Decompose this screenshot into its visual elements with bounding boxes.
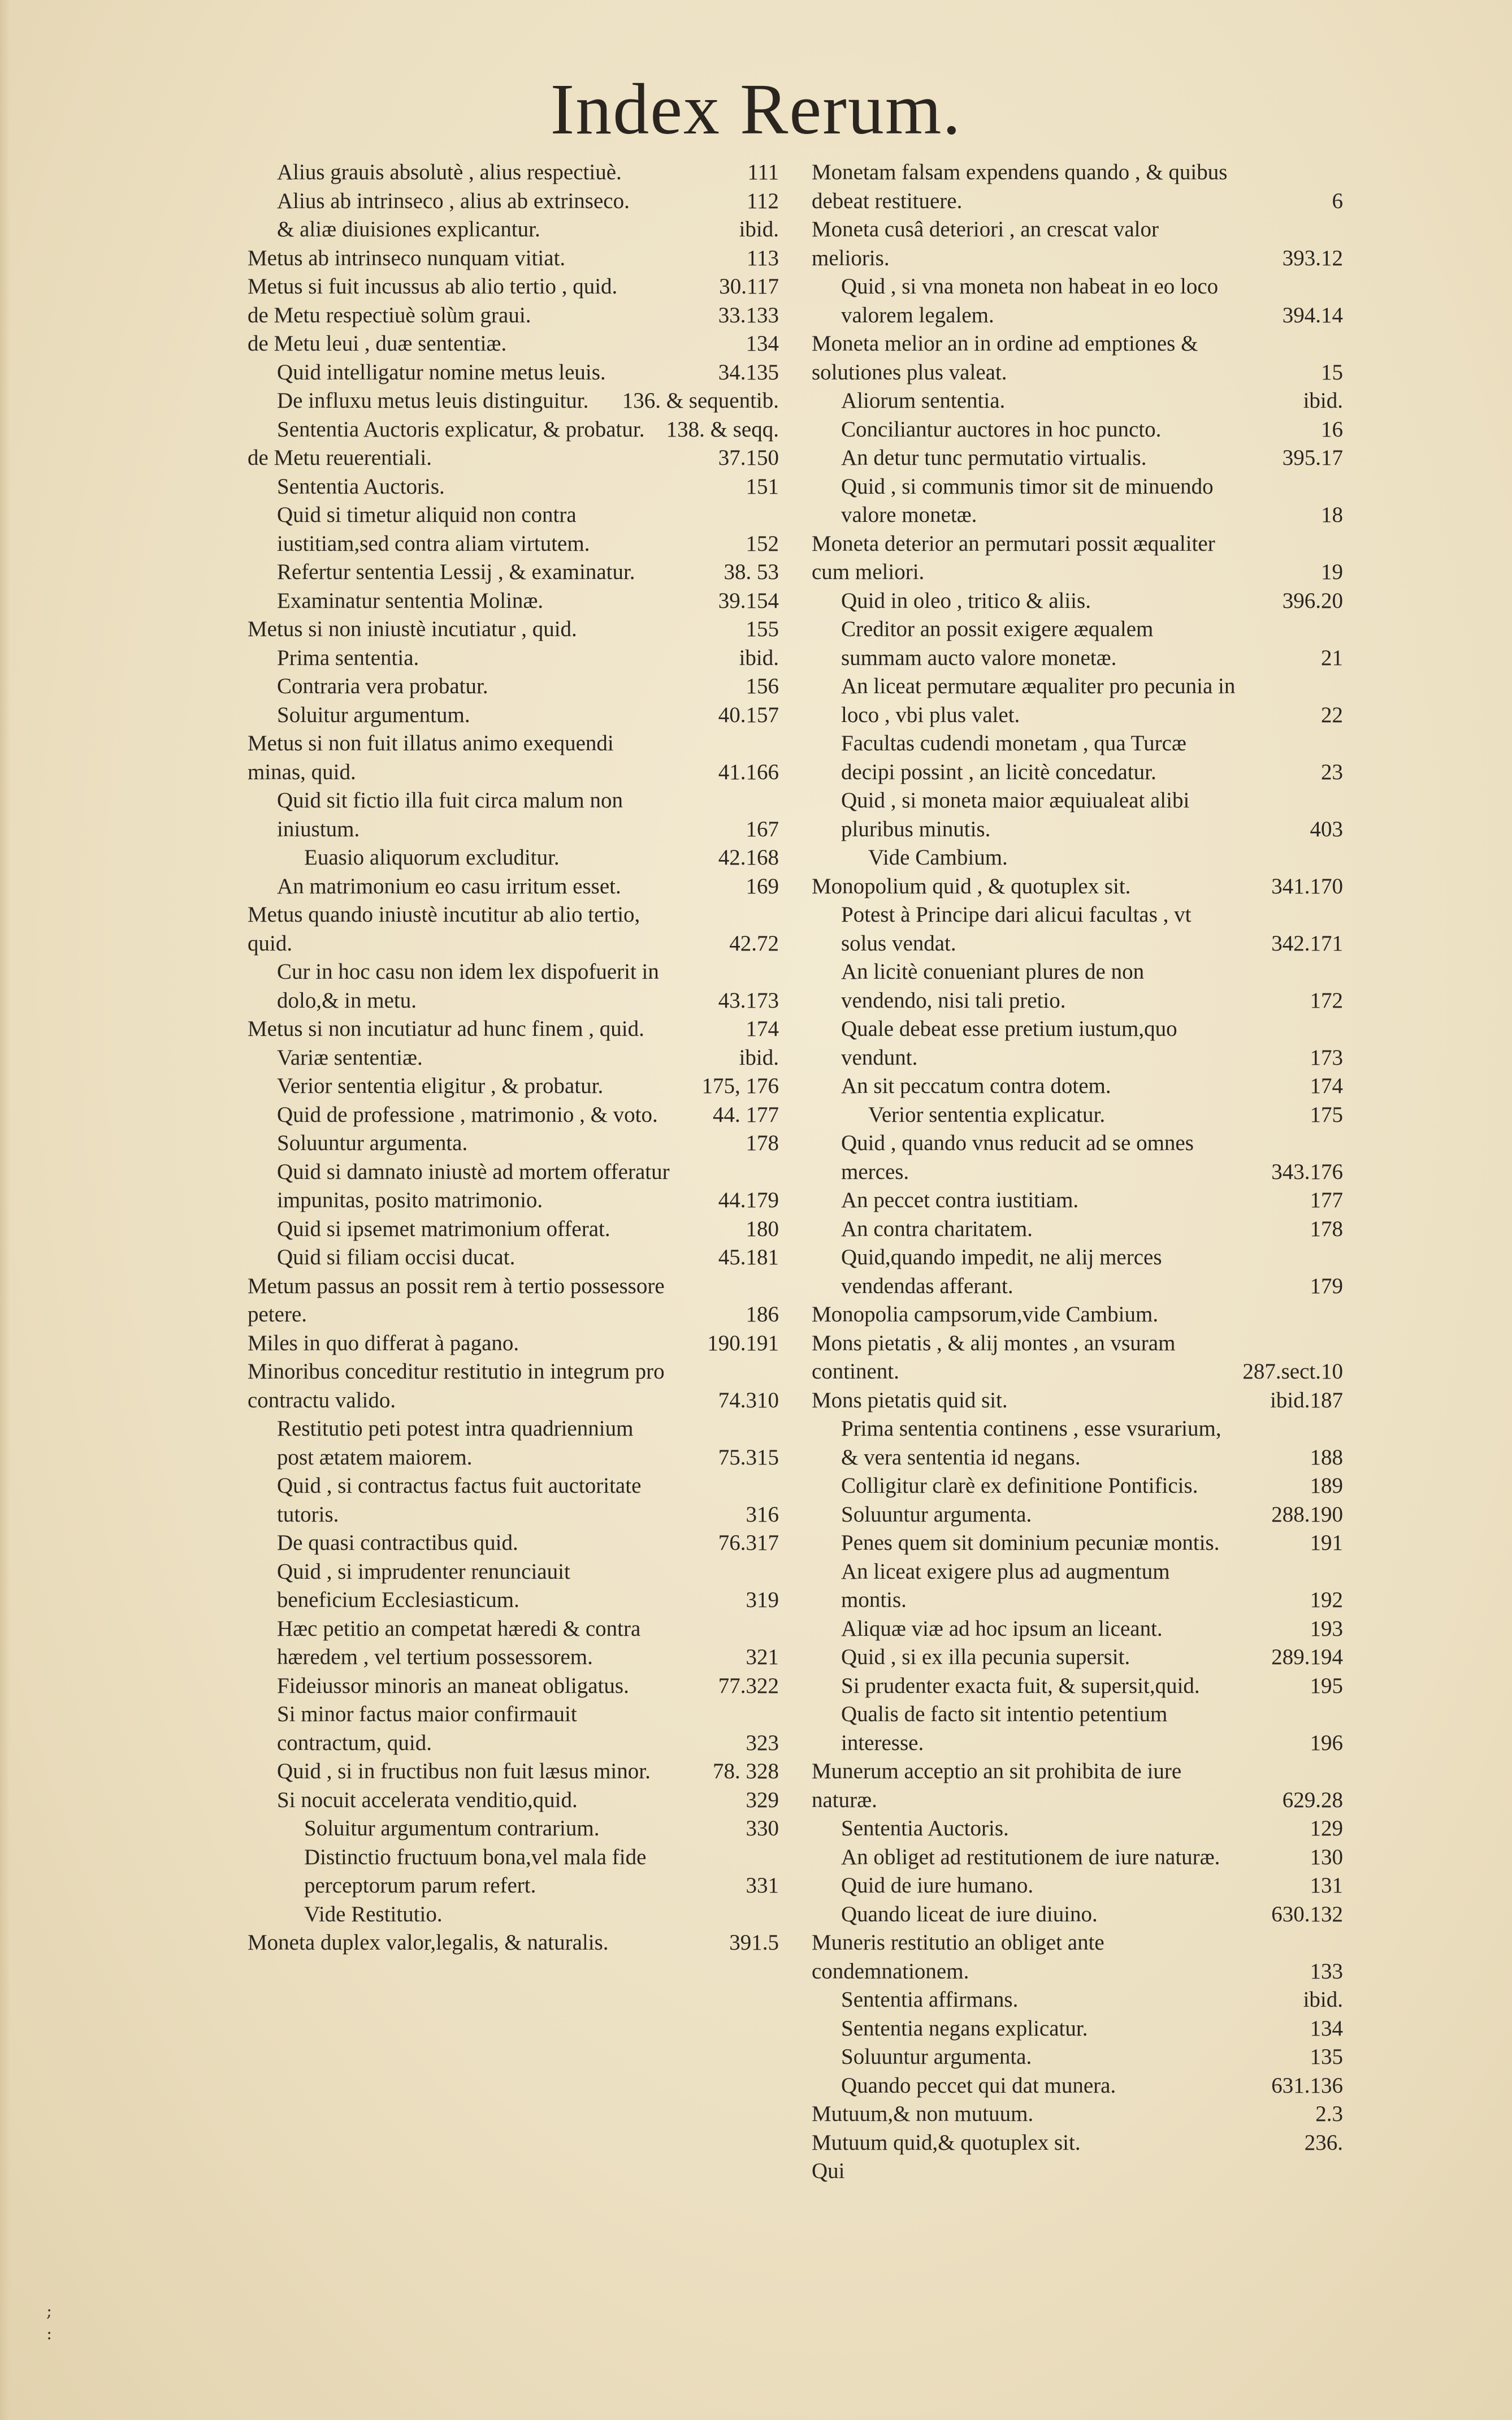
entry-page-ref: 316 bbox=[746, 1502, 779, 1527]
index-entry bbox=[812, 1872, 1343, 1900]
index-entry bbox=[812, 1215, 1343, 1244]
entry-page-ref: 38. 53 bbox=[723, 560, 779, 584]
entry-text: de Metu reuerentiali. bbox=[248, 446, 432, 470]
index-entry bbox=[812, 416, 1343, 444]
entry-text: Aliquæ viæ ad hoc ipsum an liceant. bbox=[841, 1616, 1163, 1641]
entry-text: An licitè conueniant plures de non vendendo, nisi tali pretio. bbox=[841, 960, 1145, 1013]
entry-text: Mons pietatis quid sit. bbox=[812, 1388, 1008, 1412]
index-entry bbox=[812, 387, 1343, 416]
index-entry bbox=[812, 615, 1343, 672]
entry-text: Moneta cusâ deteriori , an crescat valor melioris. bbox=[812, 217, 1159, 270]
entry-text: Quid , quando vnus reducit ad se omnes merces. bbox=[841, 1131, 1194, 1184]
entry-text: Distinctio fructuum bona,vel mala fide perceptorum parum refert. bbox=[304, 1844, 647, 1898]
entry-text: Quid sit fictio illa fuit circa malum non iniustum. bbox=[277, 788, 623, 841]
index-entry bbox=[812, 587, 1343, 616]
index-entry bbox=[248, 1272, 779, 1329]
index-entry bbox=[248, 1843, 779, 1900]
entry-text: Penes quem sit dominium pecuniæ montis. bbox=[841, 1531, 1220, 1555]
index-entry bbox=[812, 1643, 1343, 1672]
entry-text: Potest à Principe dari alicui facultas , vt solus vendat. bbox=[841, 902, 1192, 956]
entry-page-ref: 23 bbox=[1321, 759, 1343, 784]
index-entry bbox=[248, 301, 779, 330]
entry-page-ref: 6 bbox=[1332, 188, 1343, 213]
entry-text: Metus quando iniustè incutitur ab alio tertio, quid. bbox=[248, 902, 640, 956]
index-entry bbox=[248, 1672, 779, 1701]
entry-text: Prima sententia. bbox=[277, 645, 419, 670]
entry-page-ref: 40.157 bbox=[718, 702, 779, 727]
entry-page-ref: 77.322 bbox=[718, 1673, 779, 1698]
entry-page-ref: 136. & sequentib. bbox=[622, 388, 779, 413]
index-entry bbox=[248, 215, 779, 244]
entry-page-ref: 134 bbox=[746, 331, 779, 356]
index-entry bbox=[248, 416, 779, 444]
index-entry bbox=[812, 872, 1343, 901]
index-entry bbox=[812, 729, 1343, 786]
index-entry bbox=[812, 1529, 1343, 1558]
index-entry bbox=[812, 2129, 1343, 2158]
entry-page-ref: 135 bbox=[1310, 2045, 1343, 2069]
entry-page-ref: ibid.187 bbox=[1270, 1388, 1343, 1412]
entry-page-ref: 129 bbox=[1310, 1816, 1343, 1840]
index-entry bbox=[812, 273, 1343, 330]
entry-text: Sententia Auctoris explicatur, & probatur. bbox=[277, 417, 645, 442]
entry-page-ref: 34.135 bbox=[718, 360, 779, 384]
index-entry bbox=[248, 1358, 779, 1415]
entry-page-ref: 329 bbox=[746, 1787, 779, 1812]
entry-text: De influxu metus leuis distinguitur. bbox=[277, 388, 589, 413]
entry-page-ref: 188 bbox=[1310, 1445, 1343, 1470]
entry-page-ref: 289.194 bbox=[1271, 1645, 1343, 1669]
index-entry bbox=[248, 729, 779, 786]
entry-page-ref: 134 bbox=[1310, 2016, 1343, 2041]
entry-text: Quid de professione , matrimonio , & voto. bbox=[277, 1102, 658, 1127]
entry-page-ref: 138. & seqq. bbox=[666, 417, 779, 442]
entry-page-ref: 631.136 bbox=[1271, 2073, 1343, 2098]
page-title: Index Rerum. bbox=[550, 69, 962, 149]
entry-page-ref: 18 bbox=[1321, 503, 1343, 527]
entry-text: Quid , si ex illa pecunia supersit. bbox=[841, 1645, 1130, 1669]
entry-text: Monopolium quid , & quotuplex sit. bbox=[812, 874, 1131, 898]
entry-page-ref: 39.154 bbox=[718, 588, 779, 613]
entry-page-ref: 174 bbox=[746, 1017, 779, 1041]
entry-page-ref: 112 bbox=[746, 188, 779, 213]
entry-page-ref: 44.179 bbox=[718, 1188, 779, 1212]
index-entry bbox=[812, 1843, 1343, 1872]
index-entry bbox=[248, 187, 779, 216]
entry-page-ref: 342.171 bbox=[1271, 931, 1343, 956]
index-entry bbox=[812, 1558, 1343, 1615]
index-entry bbox=[812, 1929, 1343, 1986]
entry-text: Moneta duplex valor,legalis, & naturalis. bbox=[248, 1930, 609, 1955]
entry-text: An liceat permutare æqualiter pro pecunia in loco , vbi plus valet. bbox=[841, 674, 1236, 727]
entry-text: Colligitur clarè ex definitione Pontificis. bbox=[841, 1473, 1198, 1498]
index-entry bbox=[812, 1986, 1343, 2015]
index-entry bbox=[248, 786, 779, 844]
entry-text: Contraria vera probatur. bbox=[277, 674, 488, 698]
index-entry bbox=[248, 1700, 779, 1757]
entry-text: Qualis de facto sit intentio petentium interesse. bbox=[841, 1702, 1168, 1755]
entry-page-ref: 75.315 bbox=[718, 1445, 779, 1470]
entry-page-ref: ibid. bbox=[1303, 388, 1343, 413]
entry-text: Sententia negans explicatur. bbox=[841, 2016, 1088, 2041]
index-entry bbox=[248, 1101, 779, 1130]
entry-text: Vide Cambium. bbox=[868, 845, 1008, 870]
index-entry bbox=[248, 1900, 779, 1929]
entry-text: Alius grauis absolutè , alius respectiuè. bbox=[277, 160, 622, 184]
entry-page-ref: 76.317 bbox=[718, 1531, 779, 1555]
index-entry bbox=[812, 2100, 1343, 2129]
entry-text: Moneta melior an in ordine ad emptiones & solutiones plus valeat. bbox=[812, 331, 1198, 384]
index-entry bbox=[248, 1072, 779, 1101]
index-entry bbox=[812, 1386, 1343, 1415]
entry-page-ref: 42.72 bbox=[729, 931, 779, 956]
index-column-left bbox=[248, 158, 779, 1957]
entry-page-ref: 78. 328 bbox=[713, 1759, 779, 1783]
index-entry bbox=[248, 1415, 779, 1472]
entry-text: Quid , si in fructibus non fuit læsus minor. bbox=[277, 1759, 651, 1783]
index-entry bbox=[248, 558, 779, 587]
index-entry bbox=[812, 1900, 1343, 1929]
entry-text: Soluuntur argumenta. bbox=[841, 1502, 1032, 1527]
index-entry bbox=[248, 844, 779, 872]
entry-page-ref: ibid. bbox=[1303, 1987, 1343, 2012]
index-entry bbox=[248, 501, 779, 558]
entry-text: An detur tunc permutatio virtualis. bbox=[841, 446, 1147, 470]
entry-page-ref: 195 bbox=[1310, 1673, 1343, 1698]
entry-page-ref: 174 bbox=[1310, 1074, 1343, 1098]
entry-page-ref: 330 bbox=[746, 1816, 779, 1840]
entry-text: Variæ sententiæ. bbox=[277, 1045, 423, 1070]
entry-page-ref: 30.117 bbox=[719, 274, 779, 299]
entry-page-ref: 178 bbox=[1310, 1216, 1343, 1241]
entry-page-ref: 113 bbox=[746, 245, 779, 270]
entry-text: Soluitur argumentum. bbox=[277, 702, 470, 727]
entry-page-ref: 192 bbox=[1310, 1588, 1343, 1612]
entry-text: Quando peccet qui dat munera. bbox=[841, 2073, 1116, 2098]
entry-text: Quale debeat esse pretium iustum,quo vendunt. bbox=[841, 1017, 1177, 1070]
entry-text: Soluuntur argumenta. bbox=[841, 2045, 1032, 2069]
index-entry bbox=[812, 1672, 1343, 1701]
entry-page-ref: 74.310 bbox=[718, 1388, 779, 1412]
entry-page-ref: 179 bbox=[1310, 1273, 1343, 1298]
entry-text: Euasio aliquorum excluditur. bbox=[304, 845, 560, 870]
entry-page-ref: 630.132 bbox=[1271, 1902, 1343, 1926]
entry-text: Metus si non fuit illatus animo exequendi minas, quid. bbox=[248, 731, 614, 784]
entry-page-ref: 403 bbox=[1310, 816, 1343, 841]
entry-page-ref: 2.3 bbox=[1315, 2102, 1343, 2126]
entry-text: An obliget ad restitutionem de iure naturæ. bbox=[841, 1844, 1220, 1869]
index-entry bbox=[248, 1044, 779, 1073]
index-entry bbox=[812, 1329, 1343, 1386]
index-entry bbox=[248, 387, 779, 416]
entry-page-ref: 167 bbox=[746, 816, 779, 841]
entry-text: Verior sententia explicatur. bbox=[868, 1102, 1106, 1127]
entry-page-ref: ibid. bbox=[739, 217, 779, 241]
entry-text: Sententia Auctoris. bbox=[841, 1816, 1009, 1840]
entry-text: Cur in hoc casu non idem lex dispofuerit in dolo,& in metu. bbox=[277, 960, 659, 1013]
entry-page-ref: 319 bbox=[746, 1588, 779, 1612]
entry-page-ref: 395.17 bbox=[1282, 446, 1343, 470]
entry-page-ref: 16 bbox=[1321, 417, 1343, 442]
entry-page-ref: 151 bbox=[746, 474, 779, 499]
index-entry bbox=[248, 244, 779, 273]
index-entry bbox=[248, 1015, 779, 1044]
index-entry bbox=[248, 701, 779, 730]
entry-page-ref: 111 bbox=[747, 160, 779, 184]
index-entry bbox=[248, 158, 779, 187]
entry-page-ref: 629.28 bbox=[1282, 1787, 1343, 1812]
entry-text: Metus si non incutiatur ad hunc finem , quid. bbox=[248, 1017, 644, 1041]
entry-text: Fideiussor minoris an maneat obligatus. bbox=[277, 1673, 629, 1698]
entry-page-ref: 37.150 bbox=[718, 446, 779, 470]
entry-text: Muneris restitutio an obliget ante condemnationem. bbox=[812, 1930, 1104, 1983]
entry-text: Facultas cudendi monetam , qua Turcæ decipi possint , an licitè concedatur. bbox=[841, 731, 1186, 784]
index-entry bbox=[812, 1186, 1343, 1215]
entry-page-ref: 33.133 bbox=[718, 302, 779, 327]
entry-text: An liceat exigere plus ad augmentum montis. bbox=[841, 1559, 1170, 1612]
index-entry bbox=[812, 330, 1343, 387]
entry-text: Verior sententia eligitur , & probatur. bbox=[277, 1074, 604, 1098]
entry-page-ref: 323 bbox=[746, 1730, 779, 1755]
entry-text: Prima sententia continens , esse vsurarium, & vera sententia id negans. bbox=[841, 1416, 1221, 1470]
entry-text: Quid intelligatur nomine metus leuis. bbox=[277, 360, 606, 384]
entry-text: Qui bbox=[812, 2159, 845, 2183]
entry-page-ref: 172 bbox=[1310, 988, 1343, 1013]
index-entry bbox=[248, 872, 779, 901]
entry-text: Aliorum sententia. bbox=[841, 388, 1006, 413]
index-entry bbox=[248, 1757, 779, 1786]
entry-text: Metus si fuit incussus ab alio tertio , quid. bbox=[248, 274, 618, 299]
entry-text: Alius ab intrinseco , alius ab extrinseco. bbox=[277, 188, 630, 213]
index-entry bbox=[812, 1757, 1343, 1814]
entry-text: Metus ab intrinseco nunquam vitiat. bbox=[248, 245, 566, 270]
index-entry bbox=[248, 1786, 779, 1815]
entry-page-ref: 189 bbox=[1310, 1473, 1343, 1498]
entry-text: de Metu respectiuè solùm graui. bbox=[248, 302, 531, 327]
index-entry bbox=[812, 672, 1343, 729]
entry-text: Mons pietatis , & alij montes , an vsuram continent. bbox=[812, 1330, 1176, 1384]
entry-text: Restitutio peti potest intra quadriennium post ætatem maiorem. bbox=[277, 1416, 634, 1470]
entry-page-ref: 131 bbox=[1310, 1873, 1343, 1898]
entry-page-ref: 236. bbox=[1304, 2130, 1343, 2155]
entry-text: Si minor factus maior confirmauit contractum, quid. bbox=[277, 1702, 577, 1755]
index-entry bbox=[812, 958, 1343, 1015]
entry-page-ref: 155 bbox=[746, 617, 779, 641]
entry-text: Quid,quando impedit, ne alij merces vendendas afferant. bbox=[841, 1245, 1162, 1298]
index-entry bbox=[248, 1329, 779, 1358]
entry-page-ref: 169 bbox=[746, 874, 779, 898]
entry-page-ref: 393.12 bbox=[1282, 245, 1343, 270]
entry-page-ref: 43.173 bbox=[718, 988, 779, 1013]
entry-text: Si nocuit accelerata venditio,quid. bbox=[277, 1787, 578, 1812]
entry-text: Examinatur sententia Molinæ. bbox=[277, 588, 544, 613]
index-entry bbox=[248, 1529, 779, 1558]
page-edge bbox=[0, 0, 10, 2420]
entry-text: Quid si timetur aliquid non contra iustitiam,sed contra aliam virtutem. bbox=[277, 503, 590, 556]
entry-page-ref: 173 bbox=[1310, 1045, 1343, 1070]
entry-text: An peccet contra iustitiam. bbox=[841, 1188, 1079, 1212]
entry-page-ref: 130 bbox=[1310, 1844, 1343, 1869]
entry-text: Metum passus an possit rem à tertio possessore petere. bbox=[248, 1273, 665, 1326]
entry-text: Moneta deterior an permutari possit æqualiter cum meliori. bbox=[812, 531, 1215, 584]
index-column-right bbox=[812, 158, 1343, 2186]
index-entry bbox=[812, 2043, 1343, 2072]
index-entry bbox=[248, 1814, 779, 1843]
entry-page-ref: 44. 177 bbox=[713, 1102, 779, 1127]
entry-text: Soluuntur argumenta. bbox=[277, 1131, 468, 1155]
index-entry bbox=[812, 1129, 1343, 1186]
index-entry bbox=[812, 786, 1343, 844]
index-entry bbox=[248, 587, 779, 616]
entry-page-ref: 191 bbox=[1310, 1531, 1343, 1555]
entry-text: Munerum acceptio an sit prohibita de iure naturæ. bbox=[812, 1759, 1182, 1812]
index-entry bbox=[812, 1072, 1343, 1101]
entry-page-ref: 193 bbox=[1310, 1616, 1343, 1641]
index-entry bbox=[248, 1472, 779, 1529]
entry-page-ref: ibid. bbox=[739, 645, 779, 670]
entry-page-ref: 287.sect.10 bbox=[1242, 1359, 1343, 1384]
entry-text: Metus si non iniustè incutiatur , quid. bbox=[248, 617, 577, 641]
index-entry bbox=[812, 1814, 1343, 1843]
index-entry bbox=[812, 901, 1343, 958]
index-entry bbox=[812, 215, 1343, 273]
entry-text: Quid si ipsemet matrimonium offerat. bbox=[277, 1216, 610, 1241]
index-entry bbox=[812, 1700, 1343, 1757]
index-entry bbox=[812, 1472, 1343, 1501]
entry-text: Quid , si contractus factus fuit auctoritate tutoris. bbox=[277, 1473, 642, 1527]
entry-text: Quid , si imprudenter renunciauit beneficium Ecclesiasticum. bbox=[277, 1559, 570, 1612]
index-entry bbox=[812, 530, 1343, 587]
index-entry bbox=[248, 1158, 779, 1215]
entry-text: Quando liceat de iure diuino. bbox=[841, 1902, 1098, 1926]
entry-page-ref: 180 bbox=[746, 1216, 779, 1241]
index-entry bbox=[248, 958, 779, 1015]
entry-page-ref: 177 bbox=[1310, 1188, 1343, 1212]
entry-text: Miles in quo differat à pagano. bbox=[248, 1330, 519, 1355]
index-entry bbox=[812, 1300, 1343, 1329]
index-entry bbox=[248, 644, 779, 673]
entry-page-ref: 186 bbox=[746, 1302, 779, 1326]
entry-text: Quid si damnato iniustè ad mortem offeratur impunitas, posito matrimonio. bbox=[277, 1159, 670, 1212]
entry-text: An matrimonium eo casu irritum esset. bbox=[277, 874, 621, 898]
index-entry bbox=[812, 2015, 1343, 2043]
entry-text: Quid , si communis timor sit de minuendo valore monetæ. bbox=[841, 474, 1214, 527]
entry-page-ref: 196 bbox=[1310, 1730, 1343, 1755]
index-entry bbox=[812, 2072, 1343, 2101]
index-entry bbox=[248, 444, 779, 473]
entry-text: Sententia affirmans. bbox=[841, 1987, 1019, 2012]
entry-text: Minoribus conceditur restitutio in integrum pro contractu valido. bbox=[248, 1359, 665, 1412]
entry-page-ref: 190.191 bbox=[707, 1330, 779, 1355]
index-entry bbox=[248, 473, 779, 502]
entry-page-ref: 41.166 bbox=[718, 759, 779, 784]
entry-text: Monetam falsam expendens quando , & quibus debeat restituere. bbox=[812, 160, 1228, 213]
entry-text: Quid in oleo , tritico & aliis. bbox=[841, 588, 1091, 613]
index-entry bbox=[248, 1615, 779, 1672]
index-entry bbox=[248, 1129, 779, 1158]
entry-text: Quid de iure humano. bbox=[841, 1873, 1034, 1898]
entry-page-ref: 19 bbox=[1321, 560, 1343, 584]
entry-text: Hæc petitio an competat hæredi & contra hæredem , vel tertium possessorem. bbox=[277, 1616, 641, 1669]
entry-page-ref: 288.190 bbox=[1271, 1502, 1343, 1527]
entry-text: & aliæ diuisiones explicantur. bbox=[277, 217, 540, 241]
index-entry bbox=[812, 844, 1343, 872]
entry-page-ref: 343.176 bbox=[1271, 1159, 1343, 1184]
entry-page-ref: 133 bbox=[1310, 1959, 1343, 1983]
entry-page-ref: 42.168 bbox=[718, 845, 779, 870]
entry-page-ref: 21 bbox=[1321, 645, 1343, 670]
entry-text: An sit peccatum contra dotem. bbox=[841, 1074, 1111, 1098]
index-entry bbox=[812, 1415, 1343, 1472]
index-entry bbox=[812, 444, 1343, 473]
entry-page-ref: 331 bbox=[746, 1873, 779, 1898]
entry-page-ref: 394.14 bbox=[1282, 302, 1343, 327]
index-entry bbox=[248, 330, 779, 358]
index-entry bbox=[812, 1615, 1343, 1644]
index-entry bbox=[812, 473, 1343, 530]
entry-page-ref: 175 bbox=[1310, 1102, 1343, 1127]
index-entry bbox=[248, 358, 779, 387]
entry-text: Conciliantur auctores in hoc puncto. bbox=[841, 417, 1162, 442]
entry-text: De quasi contractibus quid. bbox=[277, 1531, 518, 1555]
entry-text: An contra charitatem. bbox=[841, 1216, 1033, 1241]
entry-page-ref: 175, 176 bbox=[701, 1074, 779, 1098]
entry-page-ref: 156 bbox=[746, 674, 779, 698]
entry-text: Sententia Auctoris. bbox=[277, 474, 445, 499]
index-entry bbox=[248, 901, 779, 958]
entry-text: de Metu leui , duæ sententiæ. bbox=[248, 331, 507, 356]
entry-page-ref: 321 bbox=[746, 1645, 779, 1669]
entry-text: Monopolia campsorum,vide Cambium. bbox=[812, 1302, 1159, 1326]
entry-text: Quid , si vna moneta non habeat in eo loco valorem legalem. bbox=[841, 274, 1219, 327]
entry-text: Quid si filiam occisi ducat. bbox=[277, 1245, 515, 1269]
index-entry bbox=[248, 1558, 779, 1615]
entry-page-ref: ibid. bbox=[739, 1045, 779, 1070]
index-entry bbox=[812, 2157, 1343, 2186]
index-entry bbox=[248, 1215, 779, 1244]
entry-text: Creditor an possit exigere æqualem summam aucto valore monetæ. bbox=[841, 617, 1154, 670]
entry-page-ref: 341.170 bbox=[1271, 874, 1343, 898]
entry-page-ref: 45.181 bbox=[718, 1245, 779, 1269]
index-entry bbox=[812, 158, 1343, 215]
entry-page-ref: 396.20 bbox=[1282, 588, 1343, 613]
index-entry bbox=[812, 1015, 1343, 1072]
index-entry bbox=[248, 1929, 779, 1957]
index-entry bbox=[248, 273, 779, 301]
entry-text: Mutuum,& non mutuum. bbox=[812, 2102, 1034, 2126]
index-entry bbox=[248, 1243, 779, 1272]
entry-text: Quid , si moneta maior æquiualeat alibi pluribus minutis. bbox=[841, 788, 1190, 841]
index-entry bbox=[812, 1501, 1343, 1529]
entry-page-ref: 22 bbox=[1321, 702, 1343, 727]
entry-text: Refertur sententia Lessij , & examinatur. bbox=[277, 560, 635, 584]
entry-text: Mutuum quid,& quotuplex sit. bbox=[812, 2130, 1081, 2155]
entry-text: Vide Restitutio. bbox=[304, 1902, 443, 1926]
entry-page-ref: 178 bbox=[746, 1131, 779, 1155]
index-entry bbox=[248, 672, 779, 701]
entry-page-ref: 391.5 bbox=[729, 1930, 779, 1955]
index-entry bbox=[812, 1243, 1343, 1300]
entry-text: Soluitur argumentum contrarium. bbox=[304, 1816, 600, 1840]
entry-text: Si prudenter exacta fuit, & supersit,quid. bbox=[841, 1673, 1200, 1698]
index-entry bbox=[248, 615, 779, 644]
entry-page-ref: 15 bbox=[1321, 360, 1343, 384]
index-entry bbox=[812, 1101, 1343, 1130]
margin-marks: ; : bbox=[46, 2301, 53, 2344]
entry-page-ref: 152 bbox=[746, 531, 779, 556]
